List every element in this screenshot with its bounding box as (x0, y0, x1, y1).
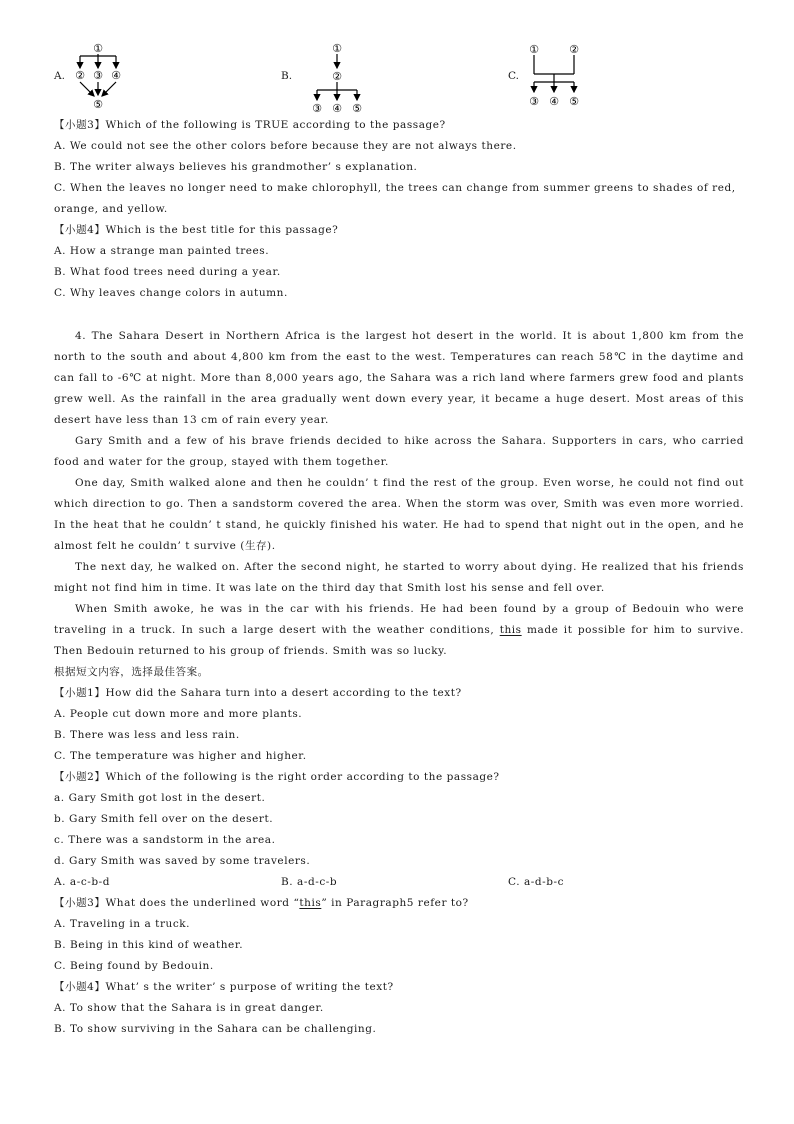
question-text: Which is the best title for this passage? (105, 224, 339, 236)
node-1: ① (529, 43, 539, 56)
answer-option: A. We could not see the other colors before because they are not always there. (54, 140, 517, 152)
question-text: ” in Paragraph5 refer to? (321, 897, 469, 909)
node-4: ④ (111, 69, 121, 82)
answer-option: A. To show that the Sahara is in great danger. (54, 1002, 324, 1014)
answer-option: C. a-d-b-c (508, 876, 565, 888)
node-3: ③ (312, 102, 322, 115)
exam-content (54, 115, 744, 1040)
answer-option: B. a-d-c-b (281, 876, 338, 888)
question-stem (54, 767, 744, 788)
answer-option: B. To show surviving in the Sahara can be challenging. (54, 1023, 377, 1035)
answer-option: B. Being in this kind of weather. (54, 939, 244, 951)
diagram-option-c (508, 38, 608, 116)
question-stem (54, 220, 744, 241)
node-2: ② (569, 43, 579, 56)
answer-options-row (54, 872, 744, 893)
answer-option: C. When the leaves no longer need to make chlorophyll, the trees can change from summer greens to shades of red, (54, 182, 736, 194)
node-1: ① (93, 42, 103, 55)
instruction: 根据短文内容，选择最佳答案。 (54, 666, 209, 678)
option-label: A. (54, 70, 65, 82)
question-text: Which of the following is the right order according to the passage? (105, 771, 500, 783)
node-5: ⑤ (569, 95, 579, 108)
option-label: B. (281, 70, 293, 82)
answer-option: B. What food trees need during a year. (54, 266, 281, 278)
answer-option: A. a-c-b-d (54, 876, 110, 888)
event-item: b. Gary Smith fell over on the desert. (54, 813, 274, 825)
paragraph-text: made it possible for him to survive. Then Bedouin returned to his group of friends. Smith was so lucky. (54, 624, 745, 657)
diagram-options (54, 38, 754, 116)
answer-option: A. People cut down more and more plants. (54, 708, 303, 720)
node-4: ④ (549, 95, 559, 108)
node-1: ① (332, 42, 342, 55)
flow-diagram-c (522, 38, 592, 116)
answer-option-continued: orange, and yellow. (54, 203, 168, 215)
paragraph-text: When Smith awoke, he was in the car with his friends. He had been found by a group of Bedouin who were traveling in a truck. In such a large desert with the weather conditions, (54, 603, 744, 636)
underlined-word: this (499, 624, 522, 636)
question-stem (54, 977, 744, 998)
answer-option: C. The temperature was higher and higher. (54, 750, 307, 762)
event-item: a. Gary Smith got lost in the desert. (54, 792, 266, 804)
question-text: Which of the following is TRUE according to the passage? (105, 119, 446, 131)
diagram-option-b (281, 38, 371, 116)
answer-option: C. Being found by Bedouin. (54, 960, 214, 972)
passage-paragraph: The next day, he walked on. After the second night, he started to worry about dying. He realized that his friends might not find him in time. It was late on the third day that Smith lost his sense and fell over. (54, 561, 744, 594)
underlined-word: this (299, 897, 322, 909)
question-stem (54, 115, 744, 136)
event-item: d. Gary Smith was saved by some travelers. (54, 855, 311, 867)
question-text: What’ s the writer’ s purpose of writing the text? (105, 981, 394, 993)
passage-paragraph (54, 599, 744, 662)
node-4: ④ (332, 102, 342, 115)
question-tag: 【小题2】 (54, 771, 106, 783)
node-5: ⑤ (93, 98, 103, 111)
node-2: ② (332, 70, 342, 83)
option-label: C. (508, 70, 519, 82)
passage-paragraph: Gary Smith and a few of his brave friends decided to hike across the Sahara. Supporters in cars, who carried food and water for the group, stayed with them together. (54, 435, 744, 468)
question-tag: 【小题3】 (54, 119, 106, 131)
answer-option: A. Traveling in a truck. (54, 918, 191, 930)
question-tag: 【小题4】 (54, 981, 106, 993)
passage-paragraph: 4. The Sahara Desert in Northern Africa is the largest hot desert in the world. It is about 1,800 km from the north to the south and about 4,800 km from the east to the west. Temperatures can reach 58℃ in the daytime and can fall to -6℃ at night. More than 8,000 years ago, the Sahara was a rich land where farmers grew food and plants grew well. As the rainfall in the area gradually went down every year, it became a huge desert. Most areas of this desert have less than 13 cm of rain every year. (54, 330, 744, 426)
question-text: What does the underlined word “ (105, 897, 300, 909)
node-5: ⑤ (352, 102, 362, 115)
question-tag: 【小题1】 (54, 687, 106, 699)
question-stem (54, 683, 744, 704)
question-text: How did the Sahara turn into a desert according to the text? (105, 687, 462, 699)
flow-diagram-b (295, 38, 365, 116)
answer-option: C. Why leaves change colors in autumn. (54, 287, 288, 299)
node-3: ③ (529, 95, 539, 108)
passage-paragraph: One day, Smith walked alone and then he couldn’ t find the rest of the group. Even worse, he could not find out which direction to go. Then a sandstorm covered the area. When the storm was over, Smith was even more worried. In the heat that he couldn’ t stand, he quickly finished his water. He had to spend that night out in the open, and he almost felt he couldn’ t survive (生存). (54, 477, 744, 552)
answer-option: B. There was less and less rain. (54, 729, 240, 741)
answer-option: B. The writer always believes his grandmother’ s explanation. (54, 161, 418, 173)
passage-4 (54, 326, 744, 662)
question-stem (54, 893, 744, 914)
question-tag: 【小题3】 (54, 897, 106, 909)
flow-diagram-a (68, 38, 128, 116)
node-2: ② (75, 69, 85, 82)
event-item: c. There was a sandstorm in the area. (54, 834, 276, 846)
question-tag: 【小题4】 (54, 224, 106, 236)
diagram-option-a (54, 38, 144, 116)
answer-option: A. How a strange man painted trees. (54, 245, 270, 257)
node-3: ③ (93, 69, 103, 82)
